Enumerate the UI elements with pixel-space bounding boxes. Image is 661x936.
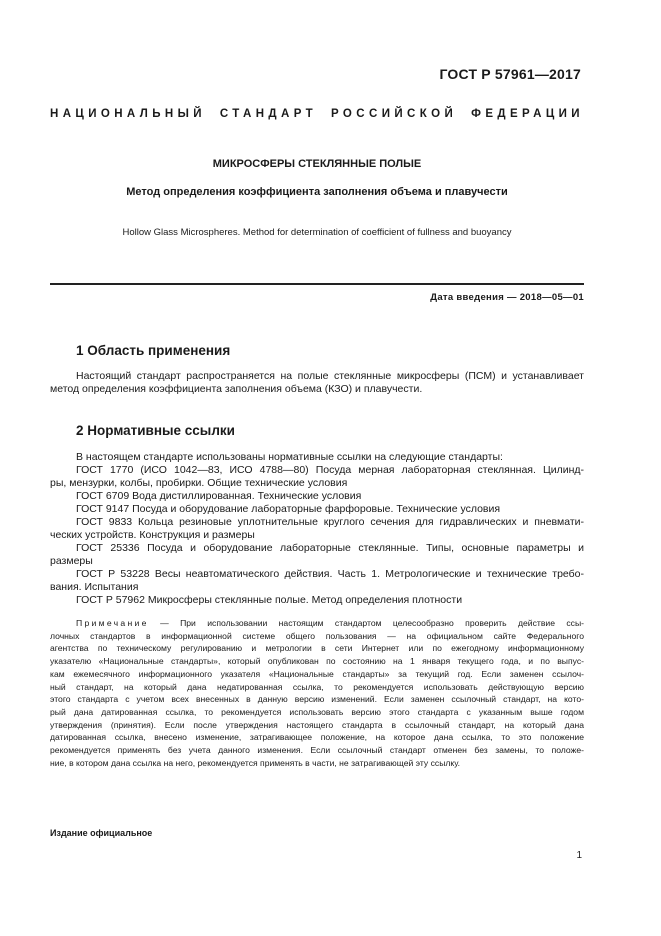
header-divider bbox=[50, 283, 584, 285]
text-line: рый дана датированная ссылка, то рекомендуется использовать версию этого стандарта с указанным выше годом bbox=[50, 706, 584, 717]
page-number: 1 bbox=[576, 850, 582, 861]
text-line: метод определения коэффициента заполнения объема (КЗО) и плавучести. bbox=[50, 383, 423, 395]
text-line: этого стандарта с учетом всех внесенных в данную версию изменений. Если заменен ссылочный стандарт, на кото- bbox=[50, 694, 584, 705]
banner-word: СТАНДАРТ bbox=[219, 108, 318, 120]
text-line: ческих устройств. Конструкция и размеры bbox=[50, 529, 255, 541]
text-line: ный стандарт, на который дана недатированная ссылка, то рекомендуется использовать действующую версию bbox=[50, 681, 584, 692]
text-line: Настоящий стандарт распространяется на полые стеклянные микросферы (ПСМ) и устанавливает bbox=[76, 370, 584, 382]
text-line: В настоящем стандарте использованы нормативные ссылки на следующие стандарты: bbox=[76, 451, 503, 463]
text-line: агентства по техническому регулированию и метрологии в сети Интернет или по ежегодному информационному bbox=[50, 643, 584, 654]
note-block bbox=[50, 617, 584, 769]
text-line: размеры bbox=[50, 555, 93, 567]
section-1-heading: 1 Область применения bbox=[76, 343, 231, 358]
introduction-date: Дата введения — 2018—05—01 bbox=[430, 292, 584, 303]
section-1-body bbox=[50, 370, 584, 396]
text-line: указателю «Национальные стандарты», который опубликован по состоянию на 1 января текущего года, и по выпус- bbox=[50, 656, 584, 667]
english-title: Hollow Glass Microspheres. Method for determination of coefficient of fullness and buoyancy bbox=[122, 227, 512, 238]
banner-word: РОССИЙСКОЙ bbox=[331, 108, 458, 120]
text-line: вания. Испытания bbox=[50, 581, 139, 593]
national-standard-banner bbox=[50, 108, 584, 120]
reference-gost-6709: ГОСТ 6709 Вода дистиллированная. Технические условия bbox=[76, 490, 362, 502]
reference-gost-25336: ГОСТ 25336 Посуда и оборудование лабораторные стеклянные. Типы, основные параметры и bbox=[76, 542, 584, 554]
text-line: ние, в котором дана ссылка на него, рекомендуется применять в части, не затрагивающей эту ссылку. bbox=[50, 757, 461, 768]
text-line: утверждения (принятия). Если после утверждения настоящего стандарта в ссылочный стандарт, на который дана bbox=[50, 719, 584, 730]
note-label: Примечание bbox=[76, 618, 149, 628]
note-first-line bbox=[50, 617, 584, 630]
text-line: — При использовании настоящим стандартом целесообразно проверить действие ссы- bbox=[148, 618, 584, 628]
section-2-body bbox=[50, 451, 584, 607]
reference-gost-9833: ГОСТ 9833 Кольца резиновые уплотнительные круглого сечения для гидравлических и пневмати- bbox=[76, 516, 584, 528]
document-number: ГОСТ Р 57961—2017 bbox=[439, 66, 581, 82]
document-subtitle: Метод определения коэффициента заполнения объема и плавучести bbox=[126, 186, 508, 198]
text-line: датированная ссылка, внесено изменение, затрагивающее положение, на которое дана ссылка, то это положение bbox=[50, 732, 584, 743]
reference-gost-9147: ГОСТ 9147 Посуда и оборудование лабораторные фарфоровые. Технические условия bbox=[76, 503, 501, 515]
text-line: рекомендуется применять без учета данного изменения. Если ссылочный стандарт отменен без замены, то положе- bbox=[50, 745, 584, 756]
section-2-heading: 2 Нормативные ссылки bbox=[76, 423, 235, 438]
edition-label: Издание официальное bbox=[50, 828, 153, 838]
banner-word: НАЦИОНАЛЬНЫЙ bbox=[50, 108, 206, 120]
text-line: ры, мензурки, колбы, пробирки. Общие технические условия bbox=[50, 477, 348, 489]
text-line: лочных стандартов в информационной системе общего пользования — на официальном сайте Федерального bbox=[50, 630, 584, 641]
reference-gost-1770: ГОСТ 1770 (ИСО 1042—83, ИСО 4788—80) Посуда мерная лабораторная стеклянная. Цилинд- bbox=[76, 464, 584, 476]
reference-gost-r-53228: ГОСТ Р 53228 Весы неавтоматического действия. Часть 1. Метрологические и технические требо- bbox=[76, 568, 584, 580]
reference-gost-r-57962: ГОСТ Р 57962 Микросферы стеклянные полые. Метод определения плотности bbox=[76, 594, 463, 606]
banner-word: ФЕДЕРАЦИИ bbox=[471, 108, 584, 120]
text-line: кам ежемесячного информационного указателя «Национальные стандарты» за текущий год. Если заменен ссылоч- bbox=[50, 668, 584, 679]
document-title: МИКРОСФЕРЫ СТЕКЛЯННЫЕ ПОЛЫЕ bbox=[212, 158, 422, 170]
